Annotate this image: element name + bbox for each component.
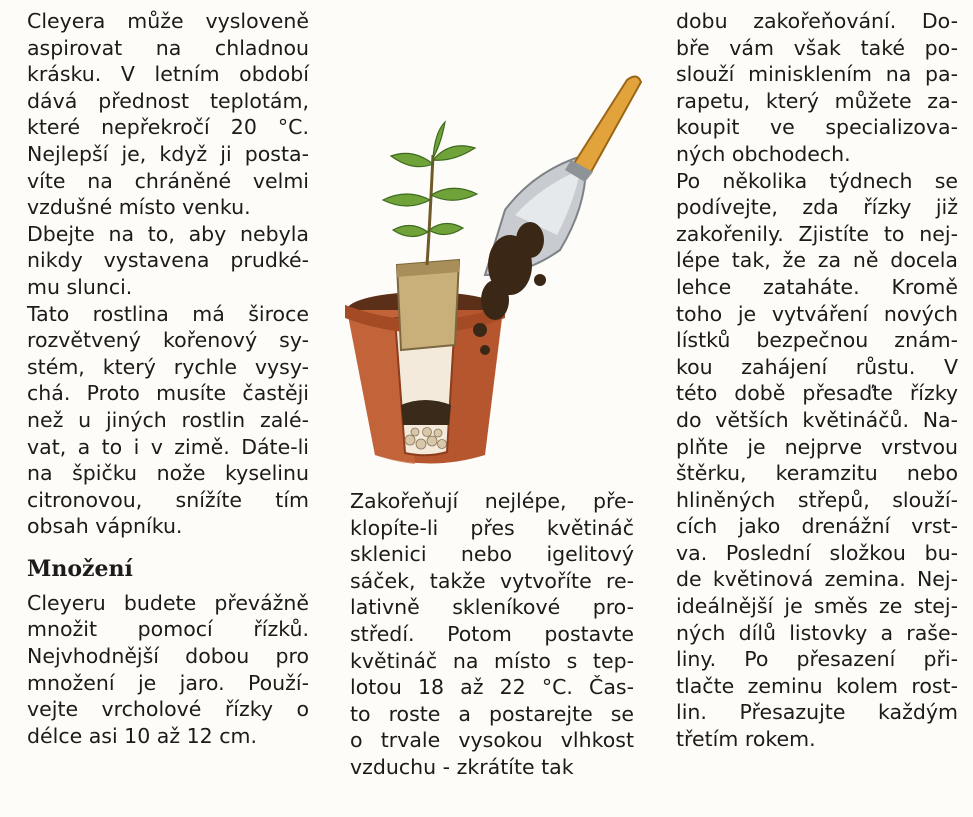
text-line: třetím rokem. — [676, 727, 816, 752]
text-line: nikdy vystavena prudké- — [27, 248, 309, 273]
potted-cutting-with-trowel-illustration — [335, 60, 645, 480]
text-line: vat, a to i v zimě. Dáte-li — [27, 434, 309, 459]
text-line: Nejlepší je, když ji posta- — [27, 141, 309, 166]
text-line: než u jiných rostlin zalé- — [27, 407, 309, 432]
paragraph-mini-greenhouse — [676, 8, 958, 168]
paragraph-summer-care — [27, 8, 309, 221]
text-line: mu slunci. — [27, 274, 133, 299]
text-line: vzduchu - zkrátíte tak — [350, 754, 574, 779]
text-line: ných obchodech. — [676, 141, 851, 166]
text-line: středí. Potom postavte — [350, 621, 634, 646]
text-column-1 — [27, 8, 309, 749]
text-line: Dbejte na to, aby nebyla — [27, 221, 309, 246]
text-line: ných dílů listovky a raše- — [676, 620, 958, 645]
text-line: o trvale vysokou vlhkost — [350, 728, 634, 753]
paragraph-propagation — [27, 590, 309, 750]
text-line: tlačte zeminu kolem rost- — [676, 673, 958, 698]
text-line: stém, který rychle vysy- — [27, 354, 309, 379]
paragraph-repotting — [676, 168, 958, 753]
text-line: Zakořeňují nejlépe, pře- — [350, 489, 634, 513]
text-line: hliněných střepů, slouží- — [676, 487, 958, 512]
text-line: lativně skleníkové pro- — [350, 595, 634, 620]
text-column-3 — [676, 8, 958, 753]
text-line: citronovou, snížíte tím — [27, 487, 309, 512]
text-line: obsah vápníku. — [27, 514, 183, 539]
text-line: liny. Po přesazení při- — [676, 647, 958, 672]
text-line: Nejvhodnější dobou pro — [27, 644, 309, 669]
text-line: ideálnější je směs ze stej- — [676, 594, 958, 619]
text-line: cích jako drenážní vrst- — [676, 514, 958, 539]
text-line: de květinová zemina. Nej- — [676, 567, 958, 592]
text-line: sáček, takže vytvoříte re- — [350, 568, 634, 593]
text-line: krásku. V letním období — [27, 62, 309, 87]
text-line: lotou 18 až 22 °C. Čas- — [350, 675, 634, 700]
text-line: množit pomocí řízků. — [27, 617, 309, 642]
text-line: množení je jaro. Použí- — [27, 670, 309, 695]
text-line: do větších květináčů. Na- — [676, 407, 958, 432]
text-line: rozvětvený kořenový sy- — [27, 328, 309, 353]
text-line: lehce zataháte. Kromě — [676, 274, 958, 299]
text-line: délce asi 10 až 12 cm. — [27, 723, 257, 748]
text-line: květináč na místo s tep- — [350, 648, 634, 673]
paragraph-rooting — [350, 488, 634, 781]
text-line: této době přesaďte řízky — [676, 381, 958, 406]
text-line: Tato rostlina má široce — [27, 301, 309, 326]
text-line: aspirovat na chladnou — [27, 35, 309, 60]
paragraph-watering — [27, 301, 309, 540]
text-line: na špičku nože kyselinu — [27, 461, 309, 486]
text-line: chá. Proto musíte častěji — [27, 381, 309, 406]
text-line: vzdušné místo venku. — [27, 195, 251, 220]
text-line: lístků bezpečnou znám- — [676, 328, 958, 353]
text-column-2 — [350, 488, 634, 781]
text-line: Cleyeru budete převážně — [27, 590, 309, 615]
text-line: zakořenily. Zjistíte to nej- — [676, 221, 958, 246]
text-line: Po několika týdnech se — [676, 168, 958, 193]
text-line: rapetu, který můžete za- — [676, 88, 958, 113]
text-line: víte na chráněné velmi — [27, 168, 309, 193]
text-line: lin. Přesazujte každým — [676, 700, 958, 725]
text-line: štěrku, keramzitu nebo — [676, 461, 958, 486]
text-line: koupit ve specializova- — [676, 115, 958, 140]
section-heading-propagation: Množení — [27, 555, 133, 582]
text-line: Cleyera může vysloveně — [27, 9, 309, 33]
text-line: lépe tak, že za ně docela — [676, 248, 958, 273]
text-line: vejte vrcholové řízky o — [27, 697, 309, 722]
text-line: dává přednost teplotám, — [27, 88, 309, 113]
paragraph-sun-warning — [27, 221, 309, 301]
text-line: bře vám však také po- — [676, 35, 958, 60]
text-line: to roste a postarejte se — [350, 701, 634, 726]
text-line: toho je vytváření nových — [676, 301, 958, 326]
text-line: které nepřekročí 20 °C. — [27, 115, 309, 140]
text-line: sklenici nebo igelitový — [350, 542, 634, 567]
text-line: plňte je nejprve vrstvou — [676, 434, 958, 459]
text-line: va. Poslední složkou bu- — [676, 540, 958, 565]
text-line: klopíte-li přes květináč — [350, 515, 634, 540]
text-line: kou zahájení růstu. V — [676, 354, 958, 379]
text-line: slouží minisklením na pa- — [676, 62, 958, 87]
text-line: podívejte, zda řízky již — [676, 195, 958, 220]
text-line: dobu zakořeňování. Do- — [676, 9, 958, 33]
